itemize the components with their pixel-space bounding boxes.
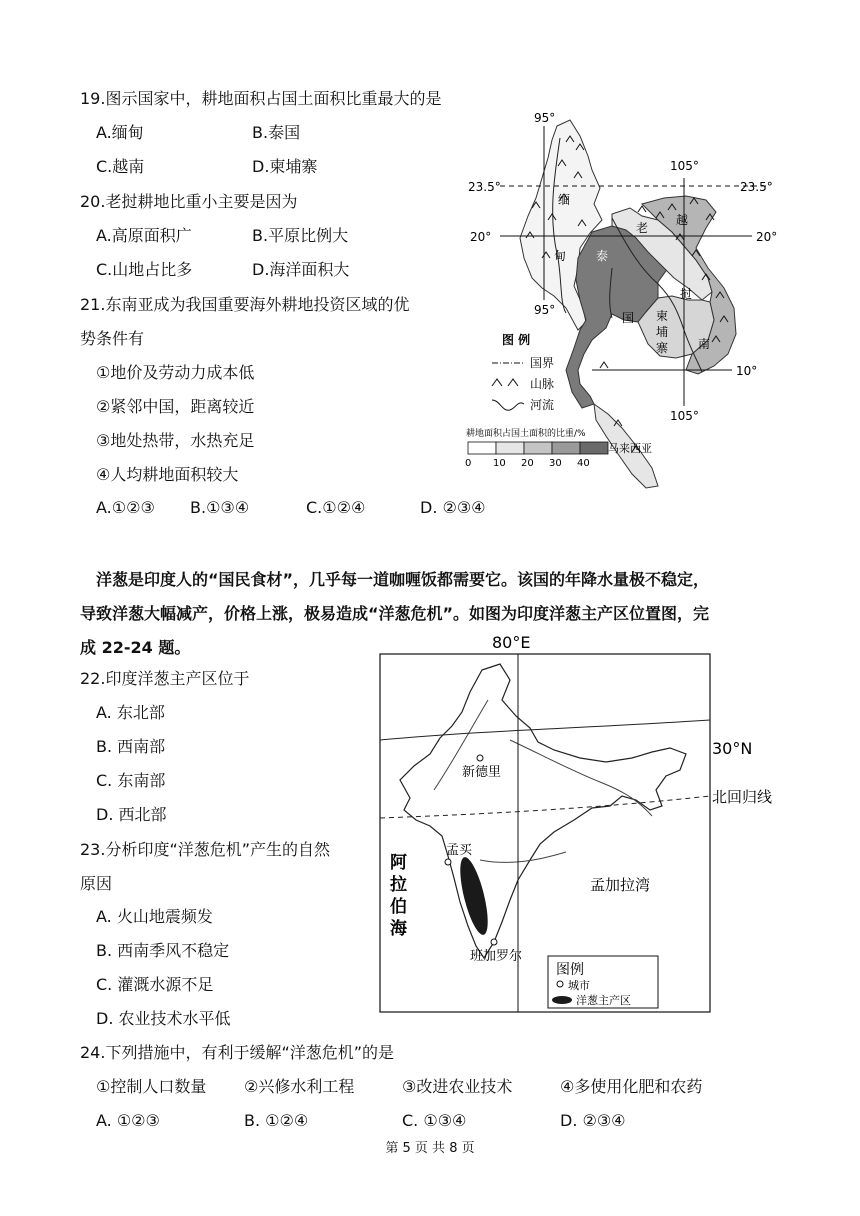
q19-option-b: B.泰国 (252, 123, 301, 142)
scale-swatch (552, 442, 580, 454)
intro-line-2: 导致洋葱大幅减产，价格上涨，极易造成“洋葱危机”。如图为印度洋葱主产区位置图，完 (80, 604, 710, 623)
city-delhi-marker (477, 755, 483, 761)
legend-mountain-symbol (492, 379, 518, 386)
arabian-sea-label-3: 伯 (390, 897, 407, 917)
country-label-myanmar-1: 缅 (558, 193, 571, 207)
q21-statement-3: ③地处热带，水热充足 (96, 431, 255, 450)
country-label-thailand-1: 泰 (596, 249, 609, 263)
legend-city-label: 城市 (568, 979, 590, 992)
country-label-thailand-2: 国 (622, 311, 635, 325)
india-onion-map (370, 630, 790, 1018)
legend-river-symbol (492, 400, 524, 410)
q21-statement-4: ④人均耕地面积较大 (96, 465, 239, 484)
legend-title: 图 例 (502, 333, 531, 347)
scale-swatch (496, 442, 524, 454)
country-label-laos-1: 老 (636, 221, 649, 235)
country-label-myanmar-2: 甸 (554, 249, 567, 263)
q23-stem-line2: 原因 (80, 874, 113, 893)
q24-option-b: B. ①②④ (244, 1111, 309, 1130)
legend-onion-symbol (552, 996, 572, 1004)
q20-option-a: A.高原面积广 (96, 226, 192, 245)
q21-statement-1: ①地价及劳动力成本低 (96, 363, 255, 382)
legend-city-symbol (557, 981, 563, 987)
country-label-cambodia-1: 柬 (656, 309, 669, 323)
q24-statement-2: ②兴修水利工程 (244, 1077, 355, 1096)
arabian-sea-label-2: 拉 (390, 875, 407, 895)
legend-mountain-label: 山脉 (530, 377, 555, 391)
country-label-cambodia-3: 寨 (656, 341, 669, 355)
country-label-malaysia: 马来西亚 (608, 442, 652, 455)
country-label-vietnam-2: 南 (698, 337, 711, 351)
q22-option-d: D. 西北部 (96, 805, 167, 824)
q22-option-c: C. 东南部 (96, 771, 166, 790)
q22-stem: 22.印度洋葱主产区位于 (80, 669, 250, 688)
city-bangalore-label: 班加罗尔 (470, 949, 523, 964)
q24-option-a: A. ①②③ (96, 1111, 160, 1130)
map2-legend-title: 图例 (556, 962, 584, 978)
scale-swatch (468, 442, 496, 454)
q24-option-d: D. ②③④ (560, 1111, 626, 1130)
scale-tick-label: 10 (493, 458, 506, 469)
arabian-sea-label-4: 海 (390, 919, 407, 939)
page-footer: 第 5 页 共 8 页 (385, 1141, 475, 1156)
country-label-cambodia-2: 埔 (656, 325, 669, 339)
city-mumbai-label: 孟买 (446, 843, 473, 858)
bay-of-bengal-label: 孟加拉湾 (590, 876, 651, 894)
arabian-sea-label-1: 阿 (390, 853, 407, 873)
label-lat-20-left: 20° (470, 230, 492, 244)
intro-line-1: 洋葱是印度人的“国民食材”，几乎每一道咖喱饭都需要它。该国的年降水量极不稳定， (96, 570, 710, 589)
country-label-vietnam-1: 越 (676, 213, 689, 227)
southeast-asia-map (462, 108, 792, 493)
intro-line-3: 成 22-24 题。 (80, 638, 191, 657)
q19-option-d: D.柬埔寨 (252, 157, 318, 176)
label-tropic: 北回归线 (712, 788, 773, 806)
q23-option-b: B. 西南季风不稳定 (96, 941, 230, 960)
q24-statement-3: ③改进农业技术 (402, 1077, 513, 1096)
scale-tick-label: 0 (465, 458, 472, 469)
city-bangalore-marker (491, 939, 497, 945)
label-lat-23-left: 23.5° (468, 180, 501, 194)
label-lon-80e: 80°E (492, 633, 531, 652)
farmland-ratio-scale (465, 442, 608, 469)
label-lon-95-top: 95° (534, 111, 556, 125)
scale-tick-label: 30 (549, 458, 562, 469)
label-lon-105-bottom: 105° (670, 409, 699, 423)
label-lat-10: 10° (736, 364, 758, 378)
q20-stem: 20.老挝耕地比重小主要是因为 (80, 192, 298, 211)
q21-stem-line1: 21.东南亚成为我国重要海外耕地投资区域的优 (80, 295, 410, 314)
scale-swatch (580, 442, 608, 454)
q20-option-c: C.山地占比多 (96, 260, 193, 279)
city-delhi-label: 新德里 (462, 765, 502, 780)
scale-title: 耕地面积占国土面积的比重/% (466, 429, 586, 439)
label-lat-30n: 30°N (712, 739, 753, 758)
q23-option-a: A. 火山地震频发 (96, 907, 213, 926)
country-label-laos-2: 挝 (680, 287, 693, 301)
q19-option-c: C.越南 (96, 157, 145, 176)
legend-border-label: 国界 (530, 356, 555, 370)
q24-stem: 24.下列措施中，有利于缓解“洋葱危机”的是 (80, 1043, 395, 1062)
q20-option-d: D.海洋面积大 (252, 260, 350, 279)
scale-tick-label: 20 (521, 458, 534, 469)
q19-stem: 19.图示国家中，耕地面积占国土面积比重最大的是 (80, 89, 442, 108)
legend-onion-label: 洋葱主产区 (576, 994, 631, 1007)
q19-option-a: A.缅甸 (96, 123, 144, 142)
q20-option-b: B.平原比例大 (252, 226, 349, 245)
label-lon-95-bottom: 95° (534, 303, 556, 317)
label-lon-105-top: 105° (670, 159, 699, 173)
map2-legend (548, 956, 658, 1008)
q23-stem-line1: 23.分析印度“洋葱危机”产生的自然 (80, 840, 331, 859)
q22-option-b: B. 西南部 (96, 737, 166, 756)
q23-option-d: D. 农业技术水平低 (96, 1009, 231, 1028)
q24-option-c: C. ①③④ (402, 1111, 467, 1130)
q21-option-c: C.①②④ (306, 498, 366, 517)
scale-swatch (524, 442, 552, 454)
q21-option-b: B.①③④ (190, 498, 250, 517)
label-lat-20-right: 20° (756, 230, 778, 244)
q21-stem-line2: 势条件有 (80, 329, 145, 348)
scale-tick-label: 40 (577, 458, 590, 469)
q21-option-a: A.①②③ (96, 498, 155, 517)
q24-statement-1: ①控制人口数量 (96, 1077, 207, 1096)
q21-option-d: D. ②③④ (420, 498, 486, 517)
city-mumbai-marker (445, 859, 451, 865)
q22-option-a: A. 东北部 (96, 703, 165, 722)
label-lat-23-right: 23.5° (740, 180, 773, 194)
legend-river-label: 河流 (530, 398, 555, 412)
q21-statement-2: ②紧邻中国，距离较近 (96, 397, 255, 416)
q23-option-c: C. 灌溉水源不足 (96, 975, 214, 994)
q24-statement-4: ④多使用化肥和农药 (560, 1077, 703, 1096)
